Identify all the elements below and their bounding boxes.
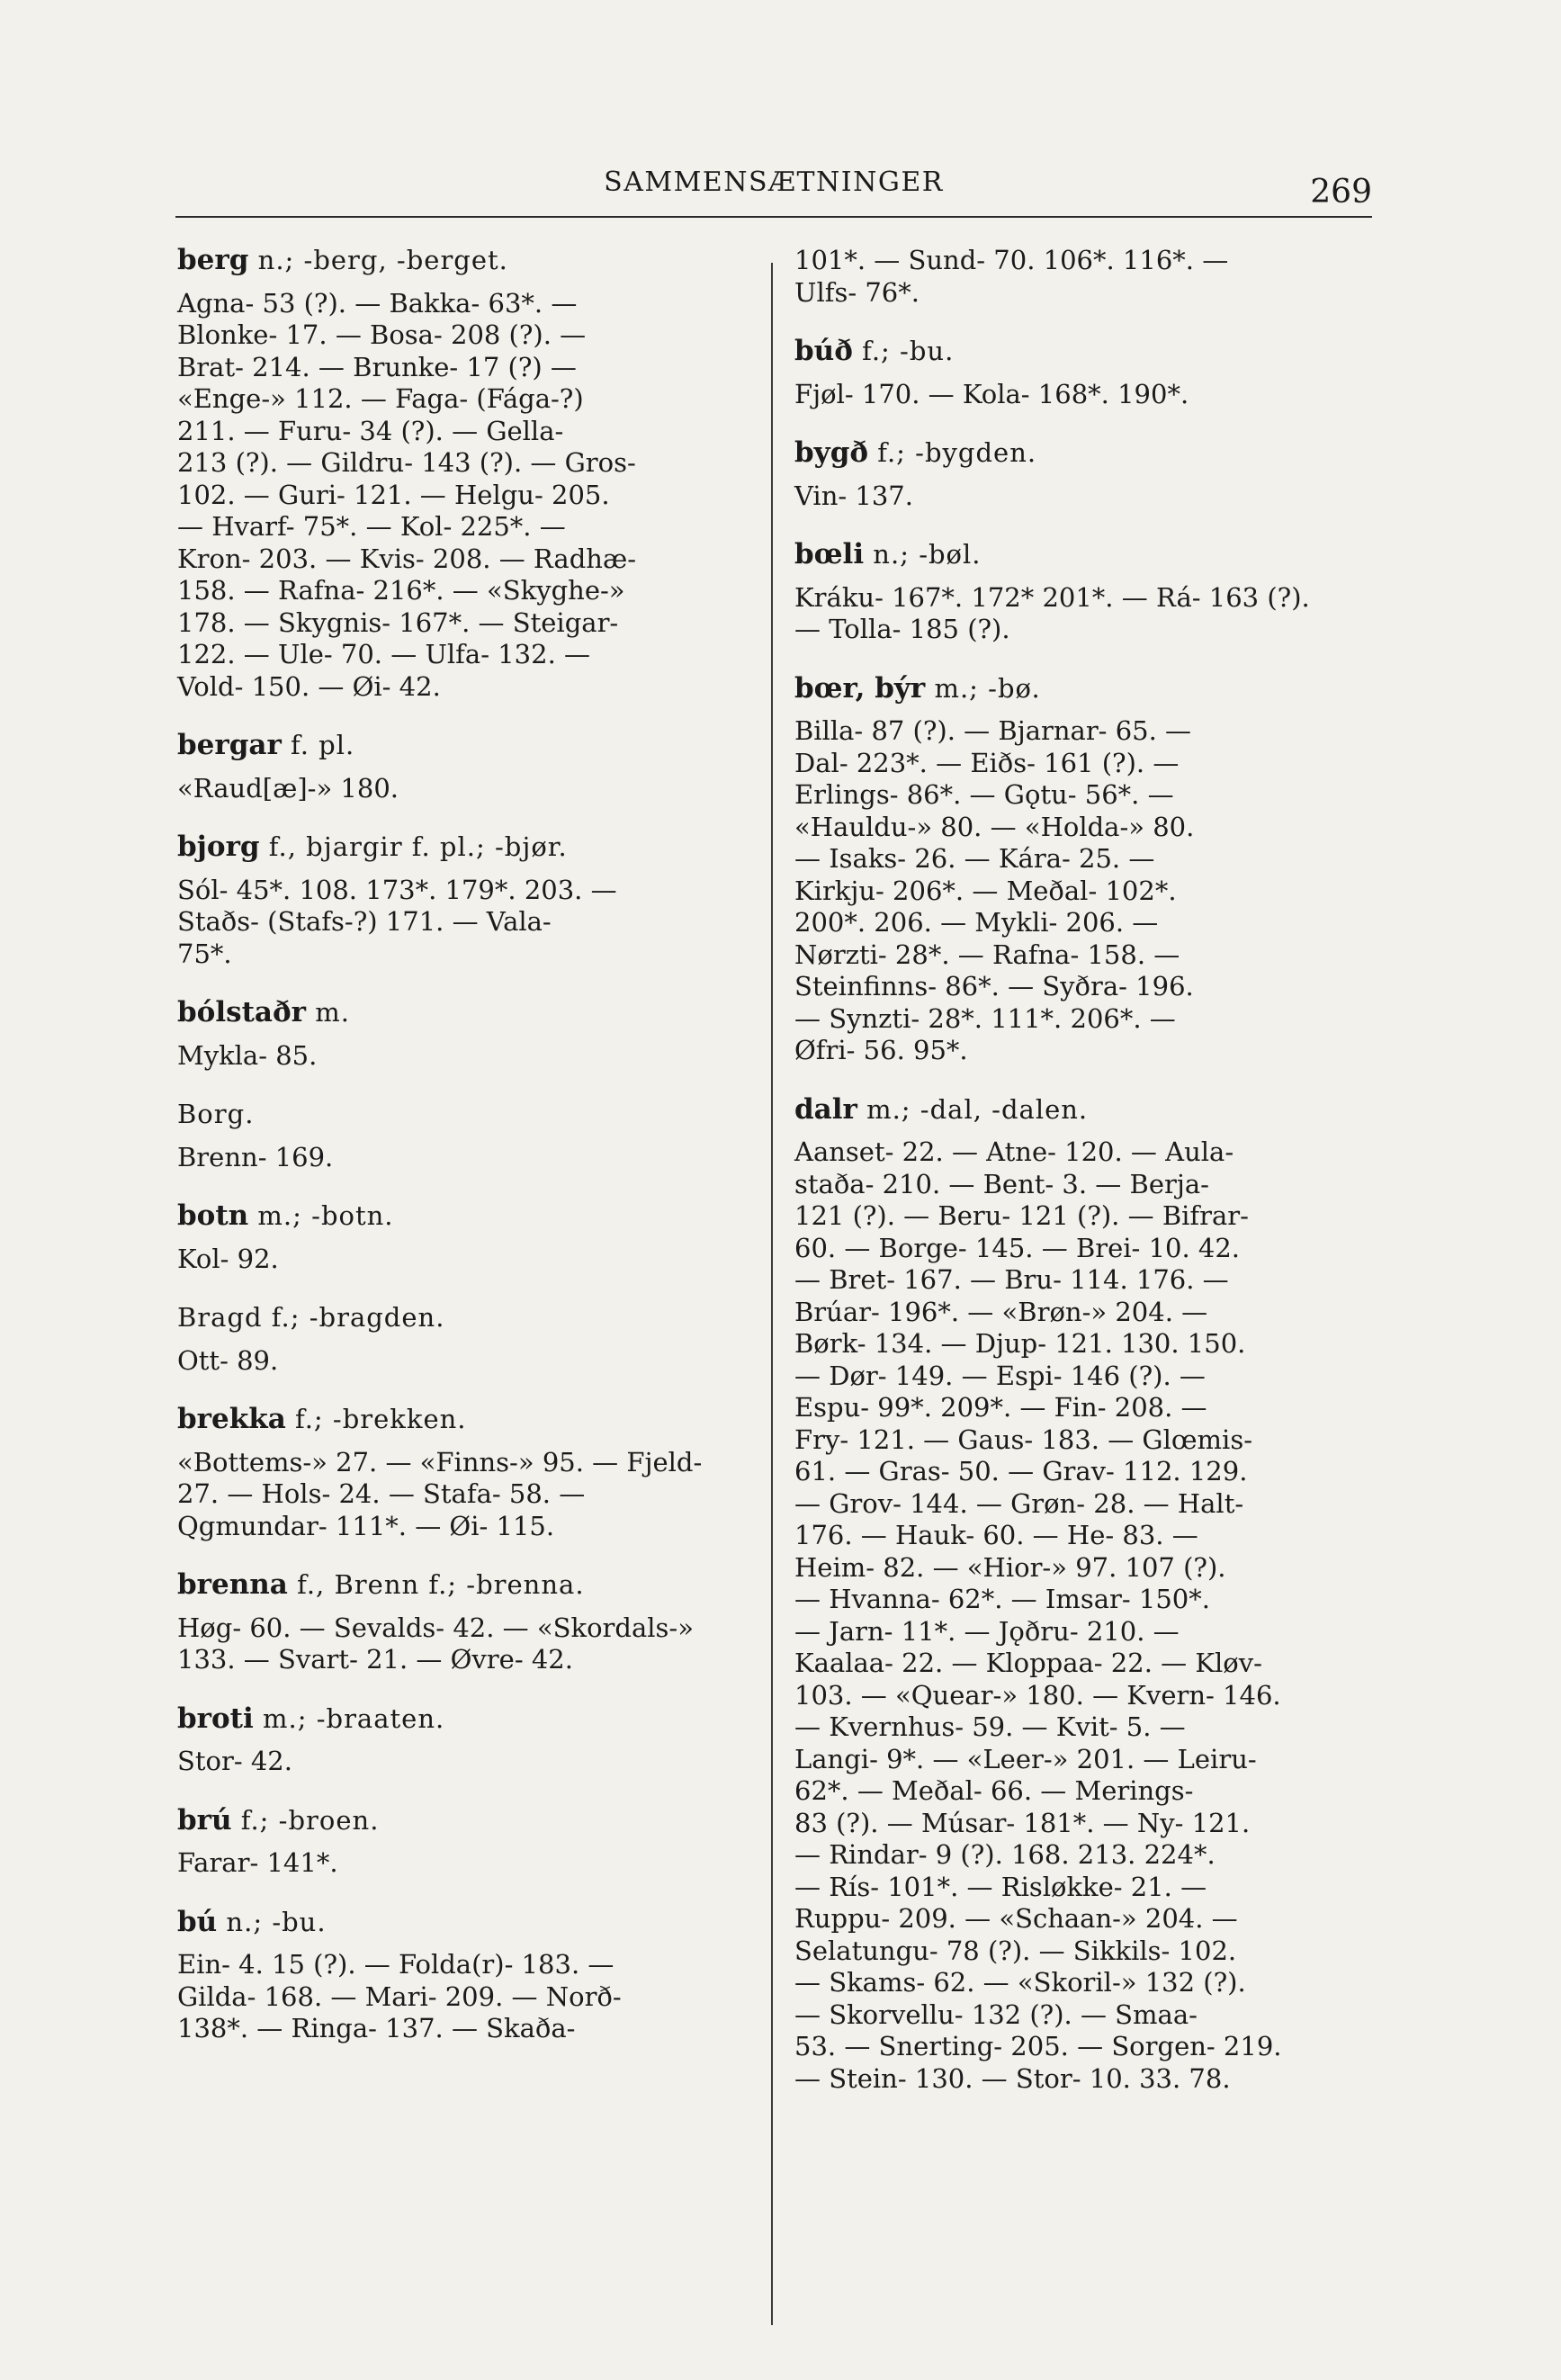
entry-body-line: Dal- 223*. — Eiðs- 161 (?). —: [794, 747, 1180, 778]
right-column: [794, 245, 1379, 2122]
entry-body-line: Brat- 214. — Brunke- 17 (?) —: [177, 351, 577, 382]
entry-body-line: Erlings- 86*. — Gǫtu- 56*. —: [794, 779, 1174, 810]
entry-body-line: 103. — «Quear-» 180. — Kvern- 146.: [794, 1679, 1281, 1711]
dictionary-entry: [794, 1094, 1379, 2096]
entry-body-line: Billa- 87 (?). — Bjarnar- 65. —: [794, 715, 1192, 746]
entry-headword: búð: [794, 335, 853, 367]
entry-gloss: f., Brenn f.; -brenna.: [287, 1569, 585, 1600]
entry-body-line: Børk- 134. — Djup- 121. 130. 150.: [794, 1328, 1246, 1359]
entry-body-line: 60. — Borge- 145. — Brei- 10. 42.: [794, 1232, 1241, 1263]
header-rule: [175, 216, 1372, 218]
entry-headline: [177, 730, 762, 762]
entry-headline: [177, 245, 762, 277]
entry-body-line: 176. — Hauk- 60. — He- 83. —: [794, 1520, 1198, 1550]
entry-headword: bygð: [794, 436, 869, 469]
dictionary-entry: [177, 245, 762, 703]
entry-gloss: m.; -bø.: [925, 672, 1041, 704]
entry-body-line: 133. — Svart- 21. — Øvre- 42.: [177, 1644, 573, 1675]
entry-body-line: 122. — Ule- 70. — Ulfa- 132. —: [177, 639, 591, 669]
dictionary-entry: [177, 1404, 762, 1542]
entry-headword: botn: [177, 1199, 249, 1232]
dictionary-entry: [177, 1805, 762, 1880]
entry-body-line: 61. — Gras- 50. — Grav- 112. 129.: [794, 1456, 1248, 1486]
entry-body-line: Ott- 89.: [177, 1344, 279, 1376]
dictionary-entry: [177, 997, 762, 1072]
entry-body-line: 211. — Furu- 34 (?). — Gella-: [177, 415, 564, 446]
entry-body-line: Sól- 45*. 108. 173*. 179*. 203. —: [177, 874, 617, 905]
entry-headline: [177, 1805, 762, 1837]
entry-body-line: Gilda- 168. — Mari- 209. — Norð-: [177, 1980, 622, 2012]
entry-body-line: 178. — Skygnis- 167*. — Steigar-: [177, 606, 619, 638]
entry-body-line: — Jarn- 11*. — Jǫðru- 210. —: [794, 1615, 1180, 1647]
entry-body-line: 138*. — Ringa- 137. — Skaða-: [177, 2013, 576, 2043]
entry-gloss: f.; -bu.: [852, 336, 955, 366]
entry-body-line: 102. — Guri- 121. — Helgu- 205.: [177, 479, 610, 510]
entry-body-line: «Bottems-» 27. — «Finns-» 95. — Fjeld-: [177, 1446, 703, 1477]
entry-body-line: 62*. — Meðal- 66. — Merings-: [794, 1775, 1194, 1806]
entry-body-line: Farar- 141*.: [177, 1847, 338, 1878]
entry-body-line: Vin- 137.: [794, 480, 913, 511]
entry-body-line: 121 (?). — Beru- 121 (?). — Bifrar-: [794, 1200, 1249, 1231]
entry-body-line: Brúar- 196*. — «Brøn-» 204. —: [794, 1296, 1208, 1327]
entry-headword: brú: [177, 1803, 232, 1837]
entry-body-line: Kráku- 167*. 172* 201*. — Rá- 163 (?).: [794, 581, 1310, 613]
entry-body-line: Mykla- 85.: [177, 1039, 318, 1071]
entry-body-line: — Stein- 130. — Stor- 10. 33. 78.: [794, 2062, 1231, 2094]
entry-body-line: «Raud[æ]-» 180.: [177, 772, 399, 804]
entry-gloss: Borg.: [177, 1099, 255, 1129]
entry-headword: dalr: [794, 1092, 857, 1126]
entry-headline: [794, 1094, 1379, 1127]
entry-headword: bólstaðr: [177, 996, 306, 1028]
entry-body-line: — Skams- 62. — «Skoril-» 132 (?).: [794, 1967, 1246, 1998]
entry-body-line: Kron- 203. — Kvis- 208. — Radhæ-: [177, 543, 637, 574]
entry-body-line: Steinfinns- 86*. — Syðra- 196.: [794, 971, 1194, 1001]
entry-body-line: — Skorvellu- 132 (?). — Smaa-: [794, 1998, 1198, 2030]
entry-body-line: 158. — Rafna- 216*. — «Skyghe-»: [177, 575, 625, 606]
entry-body-line: 200*. 206. — Mykli- 206. —: [794, 907, 1159, 938]
entry-body-line: 83 (?). — Músar- 181*. — Ny- 121.: [794, 1807, 1251, 1838]
dictionary-entry: [177, 1099, 762, 1173]
entry-body-line: Kol- 92.: [177, 1243, 279, 1274]
entry-body-line: 101*. — Sund- 70. 106*. 116*. —: [794, 245, 1229, 275]
entry-headline: [794, 673, 1379, 705]
entry-body-line: Øfri- 56. 95*.: [794, 1035, 968, 1065]
entry-gloss: f.; -bygden.: [868, 437, 1037, 468]
entry-headline: [177, 1703, 762, 1736]
entry-body-line: Blonke- 17. — Bosa- 208 (?). —: [177, 319, 587, 350]
entry-headline: [177, 1200, 762, 1233]
dictionary-entry: [177, 1302, 762, 1377]
running-title: SAMMENSÆTNINGER: [604, 166, 944, 198]
entry-body-line: Stor- 42.: [177, 1746, 292, 1776]
dictionary-entry: [794, 336, 1379, 410]
entry-headword: bœli: [794, 538, 865, 570]
entry-headline: [177, 1569, 762, 1602]
entry-body-line: Ein- 4. 15 (?). — Folda(r)- 183. —: [177, 1949, 615, 1980]
entry-body-line: 213 (?). — Gildru- 143 (?). — Gros-: [177, 447, 636, 478]
entry-gloss: n.; -bu.: [217, 1906, 327, 1937]
dictionary-entry: [794, 437, 1379, 512]
entry-body-line: Vold- 150. — Øi- 42.: [177, 670, 441, 702]
entry-gloss: f. pl.: [281, 730, 355, 760]
entry-body-line: — Tolla- 185 (?).: [794, 614, 1010, 644]
entry-body-line: — Hvarf- 75*. — Kol- 225*. —: [177, 511, 566, 542]
entry-headword: bergar: [177, 729, 282, 761]
entry-body-line: — Grov- 144. — Grøn- 28. — Halt-: [794, 1487, 1244, 1519]
entry-gloss: Bragd f.; -bragden.: [177, 1302, 445, 1333]
entry-headword: broti: [177, 1702, 254, 1735]
entry-headline: [177, 831, 762, 864]
dictionary-entry: [177, 730, 762, 804]
entry-body-line: — Dør- 149. — Espi- 146 (?). —: [794, 1360, 1206, 1391]
dictionary-entry: [794, 673, 1379, 1067]
entry-body-line: — Kvernhus- 59. — Kvit- 5. —: [794, 1711, 1186, 1742]
entry-body-line: — Bret- 167. — Bru- 114. 176. —: [794, 1264, 1229, 1295]
entry-gloss: f.; -brekken.: [285, 1404, 467, 1434]
dictionary-entry: [177, 1703, 762, 1778]
dictionary-entry: [177, 1200, 762, 1275]
entry-body-line: «Hauldu-» 80. — «Holda-» 80.: [794, 811, 1195, 842]
entry-body-line: Agna- 53 (?). — Bakka- 63*. —: [177, 287, 578, 319]
entry-headword: brenna: [177, 1568, 288, 1601]
dictionary-entry: [794, 539, 1379, 646]
dictionary-entry: [177, 1907, 762, 2045]
dictionary-entry: [177, 1569, 762, 1676]
entry-headline: [794, 437, 1379, 470]
entry-gloss: m.; -braaten.: [253, 1702, 445, 1734]
entry-gloss: m.: [306, 997, 350, 1028]
entry-body-line: Fry- 121. — Gaus- 183. — Glœmis-: [794, 1424, 1253, 1455]
entry-headline: [177, 1907, 762, 1939]
entry-body-line: Nørzti- 28*. — Rafna- 158. —: [794, 939, 1180, 970]
entry-body-line: — Synzti- 28*. 111*. 206*. —: [794, 1002, 1176, 1034]
page-header: [175, 166, 1372, 213]
entry-headline: [177, 1404, 762, 1436]
entry-body-line: Ruppu- 209. — «Schaan-» 204. —: [794, 1903, 1238, 1934]
entry-body-line: — Rís- 101*. — Risløkke- 21. —: [794, 1871, 1207, 1902]
entry-body-line: — Hvanna- 62*. — Imsar- 150*.: [794, 1584, 1210, 1614]
entry-body-line: «Enge-» 112. — Faga- (Fága-?): [177, 383, 584, 414]
dictionary-entry: [794, 245, 1379, 309]
entry-body-line: Espu- 99*. 209*. — Fin- 208. —: [794, 1392, 1207, 1423]
entry-headline: [177, 997, 762, 1029]
entry-body-line: Aanset- 22. — Atne- 120. — Aula-: [794, 1136, 1234, 1167]
dictionary-entry: [177, 831, 762, 970]
entry-body-line: Staðs- (Stafs-?) 171. — Vala-: [177, 906, 552, 937]
entry-gloss: f., bjargir f. pl.; -bjør.: [259, 831, 568, 862]
left-column: [177, 245, 762, 2072]
page-number: 269: [1310, 174, 1372, 211]
entry-body-line: 75*.: [177, 938, 232, 969]
entry-body-line: Kaalaa- 22. — Kloppaa- 22. — Kløv-: [794, 1648, 1262, 1678]
entry-body-line: Høg- 60. — Sevalds- 42. — «Skordals-»: [177, 1612, 694, 1643]
entry-body-line: Brenn- 169.: [177, 1141, 334, 1172]
entry-gloss: n.; -berg, -berget.: [248, 245, 508, 275]
entry-headword: bú: [177, 1905, 218, 1938]
entry-headword: bœr, býr: [794, 671, 926, 705]
entry-body-line: 27. — Hols- 24. — Stafa- 58. —: [177, 1478, 586, 1509]
entry-body-line: Ulfs- 76*.: [794, 276, 920, 308]
entry-body-line: Heim- 82. — «Hior-» 97. 107 (?).: [794, 1551, 1226, 1583]
entry-headline: [177, 1099, 762, 1131]
entry-body-line: Langi- 9*. — «Leer-» 201. — Leiru-: [794, 1743, 1257, 1774]
entry-body-line: — Isaks- 26. — Kára- 25. —: [794, 843, 1155, 874]
entry-body-line: Selatungu- 78 (?). — Sikkils- 102.: [794, 1935, 1237, 1966]
entry-headline: [177, 1302, 762, 1334]
entry-body-line: Qgmundar- 111*. — Øi- 115.: [177, 1510, 555, 1541]
entry-body-line: Kirkju- 206*. — Meðal- 102*.: [794, 875, 1177, 906]
entry-headline: [794, 539, 1379, 571]
entry-headline: [794, 336, 1379, 368]
entry-body-line: Fjøl- 170. — Kola- 168*. 190*.: [794, 378, 1189, 409]
entry-body-line: — Rindar- 9 (?). 168. 213. 224*.: [794, 1839, 1216, 1870]
entry-gloss: n.; -bøl.: [864, 539, 982, 570]
entry-gloss: m.; -dal, -dalen.: [857, 1093, 1089, 1125]
entry-body-line: staða- 210. — Bent- 3. — Berja-: [794, 1168, 1209, 1199]
entry-headword: bjorg: [177, 831, 260, 863]
entry-body-line: 53. — Snerting- 205. — Sorgen- 219.: [794, 2031, 1282, 2061]
column-divider: [771, 263, 773, 2325]
entry-headword: brekka: [177, 1403, 286, 1435]
entry-gloss: m.; -botn.: [248, 1200, 394, 1231]
entry-gloss: f.; -broen.: [231, 1804, 380, 1836]
entry-headword: berg: [177, 244, 249, 276]
